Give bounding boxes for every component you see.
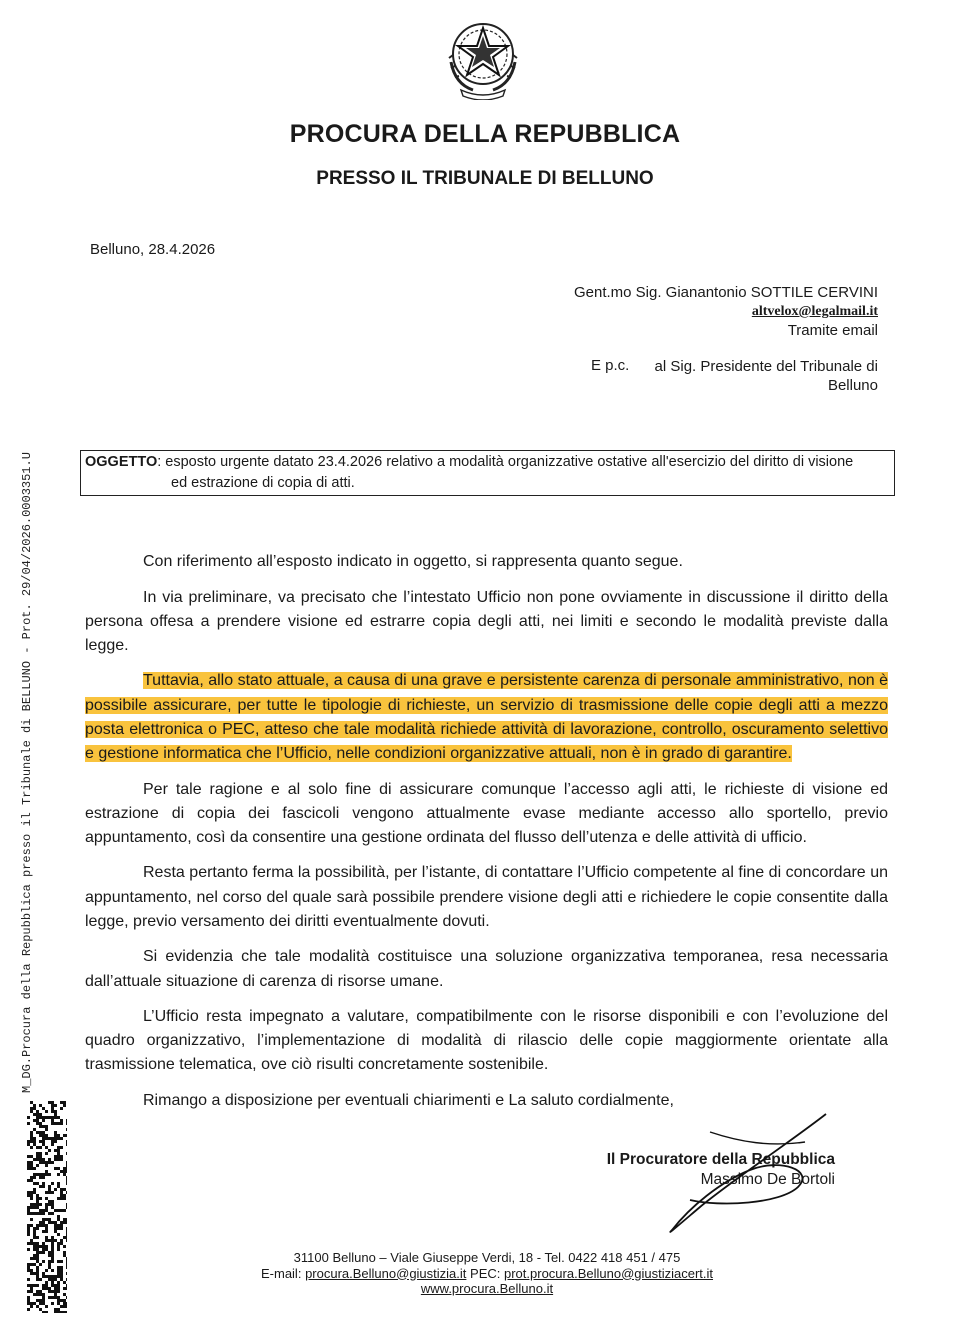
subject-line-2: ed estrazione di copia di atti. [171,475,355,491]
footer-website-link[interactable]: www.procura.Belluno.it [420,1281,554,1296]
cc-line-2: Belluno [827,377,878,394]
recipient-name: Gent.mo Sig. Gianantonio SOTTILE CERVINI [573,284,878,301]
highlighted-paragraph [85,669,888,766]
paragraph: Resta pertanto ferma la possibilità, per l’istante, di contattare l’Ufficio competente al fine di concordare un appuntamento, nel corso del quale sarà possibile prendere visione degli atti e richiedere le copie consentite dalla legge, previo versamento dei diritti eventualmente dovuti. [85,864,888,930]
footer-contacts [0,1266,974,1282]
paragraph: Per tale ragione e al solo fine di assicurare comunque l’accesso agli atti, le richieste di visione ed estrazione di copia dei fascicoli vengono attualmente evase mediante accesso allo sportello, previo appuntamento, così da consentire una gestione ordinata del flusso dell’utenza e delle attività di ufficio. [85,780,888,846]
footer-email-label: E-mail: [260,1265,302,1281]
handwritten-signature-icon [640,1112,840,1242]
footer-address: 31100 Belluno – Viale Giuseppe Verdi, 18 - Tel. 0422 418 451 / 475 [293,1250,681,1265]
subject-box [80,450,895,496]
date-line: Belluno, 28.4.2026 [90,241,216,258]
italian-republic-emblem-icon [443,14,523,100]
footer-pec-label: PEC: [470,1265,501,1281]
cc-label: E p.c. [591,357,630,374]
paragraph: Si evidenzia che tale modalità costituisce una soluzione organizzativa temporanea, resa necessaria dall’attuale situazione di carenza di risorse umane. [85,948,888,990]
cc-recipient [654,357,878,395]
recipient-email-link[interactable]: altvelox@legalmail.it [751,304,878,319]
cc-line-1: al Sig. Presidente del Tribunale di [654,358,878,375]
subject-key: OGGETTO [85,454,158,470]
protocol-stamp: M_DG.Procura della Repubblica presso il Tribunale di BELLUNO - Prot. 29/04/2026.0003351.U [20,452,34,1093]
paragraph: L’Ufficio resta impegnato a valutare, compatibilmente con le risorse disponibili e con l’evoluzione del quadro organizzativo, l’implementazione di modalità di rilascio delle copie maggiormente orientate alla trasmissione telematica, ove ciò risulti concretamente sostenibile. [85,1008,888,1074]
letter-body [85,550,888,1124]
signatory-name: Massimo De Bortoli [700,1171,835,1188]
barcode-icon [27,1101,67,1313]
footer-email-link[interactable]: procura.Belluno@giustizia.it [305,1265,467,1281]
paragraph: Rimango a disposizione per eventuali chiarimenti e La saluto cordialmente, [143,1091,674,1109]
footer [0,1250,974,1297]
page-title: PROCURA DELLA REPUBBLICA [289,120,681,148]
signatory-role: Il Procuratore della Repubblica [606,1151,835,1168]
recipient-via: Tramite email [787,322,878,339]
paragraph: Con riferimento all’esposto indicato in oggetto, si rappresenta quanto segue. [143,553,683,570]
footer-pec-link[interactable]: prot.procura.Belluno@giustiziacert.it [504,1265,714,1281]
subject-line-1: : esposto urgente datato 23.4.2026 relativo a modalità organizzative ostative all'esercizio del diritto di visione [157,454,854,470]
recipient-block [560,283,878,340]
page-subtitle: PRESSO IL TRIBUNALE DI BELLUNO [316,168,654,189]
paragraph: In via preliminare, va precisato che l’intestato Ufficio non pone ovviamente in discussione il diritto della persona offesa a prendere visione ed estrarre copia degli atti, nei limiti e secondo le modalità previste dalla legge. [85,588,888,654]
highlighted-text: Tuttavia, allo stato attuale, a causa di una grave e persistente carenza di personale amministrativo, non è possibile assicurare, per tutte le tipologie di richieste, un servizio di trasmissione delle copie degli atti a mezzo posta elettronica o PEC, atteso che tale modalità richiede attività di lavorazione, controllo, oscuramento selettivo e gestione informatica che l’Ufficio, nelle condizioni organizzative attuali, non è in grado di garantire. [85,672,888,763]
